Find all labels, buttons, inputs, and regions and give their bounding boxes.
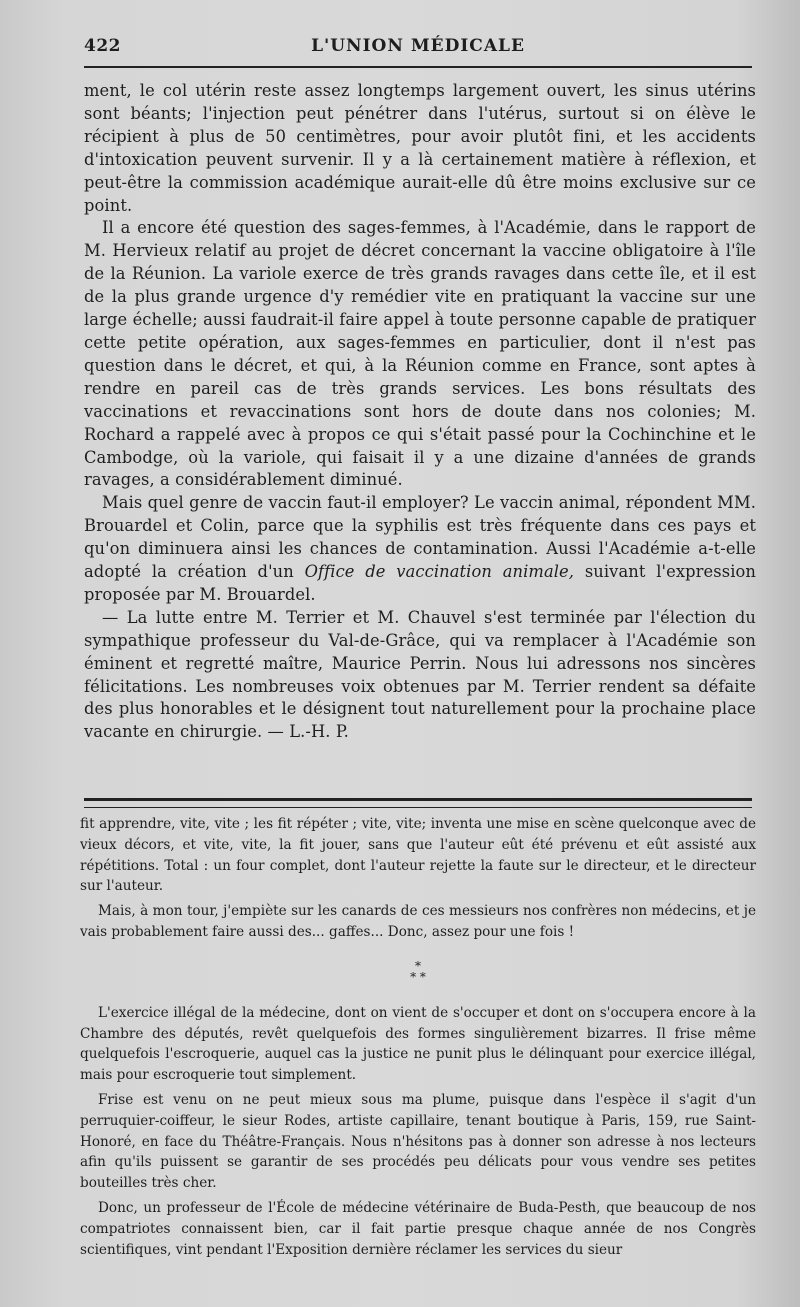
feuilleton-separator [84, 798, 752, 808]
feuilleton-section [80, 814, 756, 1264]
paragraph: Donc, un professeur de l'École de médecine vétérinaire de Buda-Pesth, que beaucoup de nos compatriotes connaissent bien, car il fait partie presque chaque année de nos Congrès scientifiques, vint pendant l'Exposition dernière réclamer les services du sieur [80, 1199, 756, 1258]
asterism-top: * [415, 958, 421, 973]
paragraph: — La lutte entre M. Terrier et M. Chauvel s'est terminée par l'élection du sympathique professeur du Val-de-Grâce, qui va remplacer à l'Académie son éminent et regretté maître, Maurice Perrin. Nous lui adressons nos sincères félicitations. Les nombreuses voix obtenues par M. Terrier rendent sa défaite des plus honorables et le désignent tout naturellement pour la prochaine place vacante en chirurgie. — L.-H. P. [84, 607, 756, 742]
paragraph [84, 492, 756, 607]
paragraph: Mais, à mon tour, j'empiète sur les canards de ces messieurs nos confrères non médecins, et je vais probablement faire aussi des... gaffes... Donc, assez pour une fois ! [80, 903, 756, 940]
page-header [84, 34, 752, 60]
paragraph: L'exercice illégal de la médecine, dont on vient de s'occuper et dont on s'occupera encore à la Chambre des députés, revêt quelquefois des formes singulièrement bizarres. Il frise même quelquefois l'escroquerie, auquel cas la justice ne punit plus le délinquant pour exercice illégal, mais pour escroquerie tout simplement. [80, 1004, 756, 1084]
journal-title: L'UNION MÉDICALE [311, 36, 525, 56]
section-asterism [80, 958, 756, 984]
paragraph: Frise est venu on ne peut mieux sous ma plume, puisque dans l'espèce il s'agit d'un perruquier-coiffeur, le sieur Rodes, artiste capillaire, tenant boutique à Paris, 159, rue Saint-Honoré, en face du Théâtre-Français. Nous n'hésitons pas à donner son adresse à nos lecteurs afin qu'ils puissent se garantir de ses procédés peu délicats pour vous vendre ses petites bouteilles très cher. [80, 1091, 756, 1192]
paragraph: fit apprendre, vite, vite ; les fit répéter ; vite, vite; inventa une mise en scène quelconque avec de vieux décors, et vite, vite, la fit jouer, sans que l'auteur eût été prévenu et eût assisté aux répétitions. Total : un four complet, dont l'auteur rejette la faute sur le directeur, et le directeur sur l'auteur. [80, 816, 756, 895]
text-run: suivant l'expression proposée par M. Brouardel. [84, 562, 756, 604]
paragraph: Il a encore été question des sages-femmes, à l'Académie, dans le rapport de M. Hervieux relatif au projet de décret concernant la vaccine obligatoire à l'île de la Réunion. La variole exerce de très grands ravages dans cette île, et il est de la plus grande urgence d'y remédier vite en pratiquant la vaccine sur une large échelle; aussi faudrait-il faire appel à toute personne capable de pratiquer cette petite opération, aux sages-femmes en particulier, dont il n'est pas question dans le décret, et qui, à la Réunion comme en France, sont aptes à rendre en pareil cas de très grands services. Les bons résultats des vaccinations et revaccinations sont hors de doute dans nos colonies; M. Rochard a rappelé avec à propos ce qui s'était passé pour la Cochinchine et le Cambodge, où la variole, qui faisait il y a une dizaine d'années de grands ravages, a considérablement diminué. [84, 218, 756, 490]
asterism-bottom: * * [410, 969, 426, 984]
italic-phrase: Office de vaccination animale, [304, 562, 575, 582]
main-article [84, 80, 756, 744]
paragraph: ment, le col utérin reste assez longtemps largement ouvert, les sinus utérins sont béants; l'injection peut pénétrer dans l'utérus, surtout si on élève le récipient à plus de 50 centimètres, pour avoir plutôt fini, et les accidents d'intoxication peuvent survenir. Il y a là certainement matière à réflexion, et peut-être la commission académique aurait-elle dû être moins exclusive sur ce point. [84, 81, 756, 215]
header-rule [84, 66, 752, 68]
text-run: Mais quel genre de vaccin faut-il employer? Le vaccin animal, répondent MM. Brouardel et Colin, parce que la syphilis est très fréquente dans ces pays et qu'on diminuera ainsi les chances de contamination. Aussi l'Académie a-t-elle adopté la création d'un [84, 493, 756, 582]
page-number: 422 [84, 36, 121, 56]
